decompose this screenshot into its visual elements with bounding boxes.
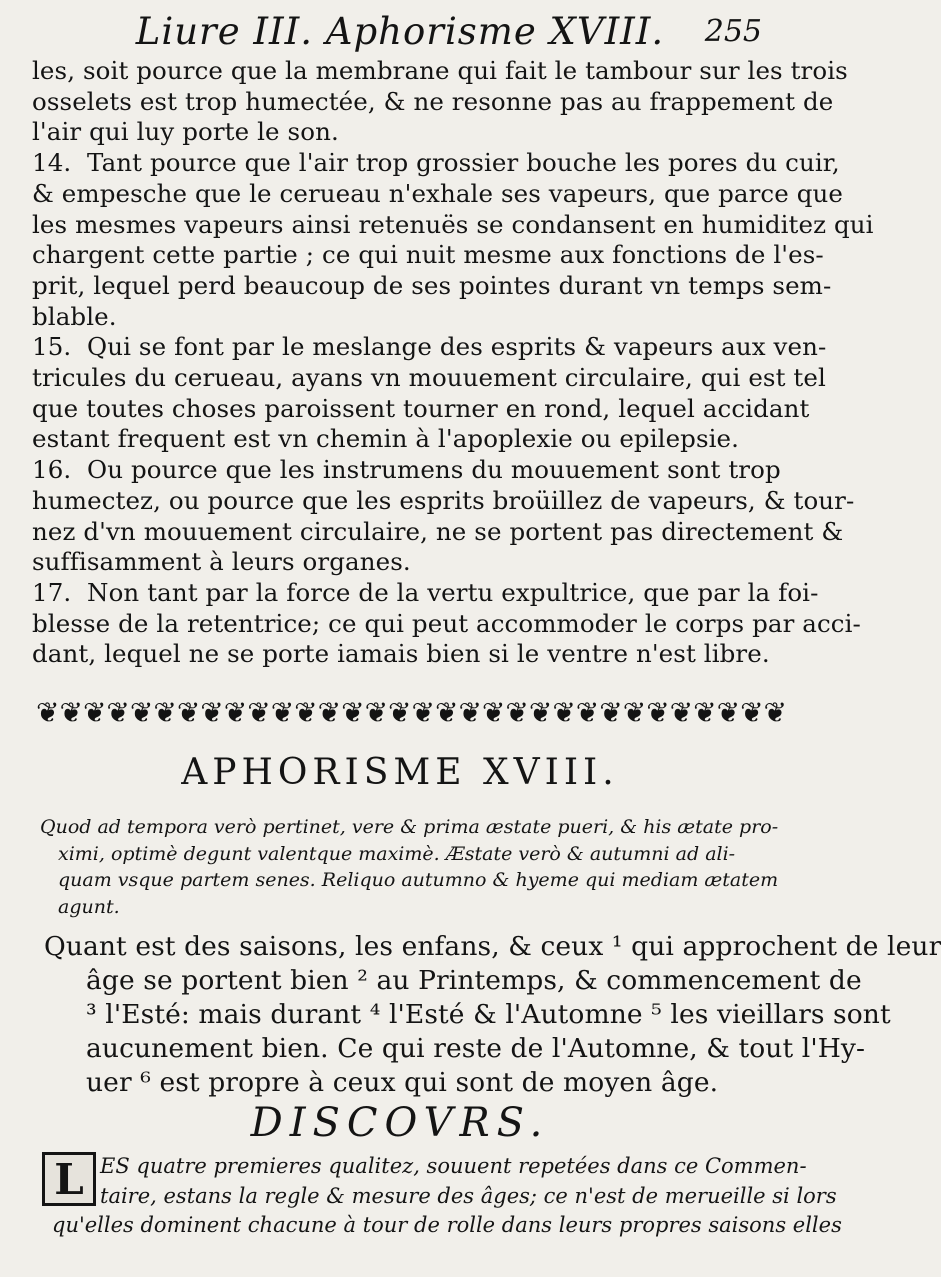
fleuron-ornament: ❦: [411, 696, 435, 729]
fleuron-ornament: ❦: [364, 696, 389, 729]
discours-heading: DISCOVRS.: [250, 1100, 550, 1146]
text-line: 14. Tant pource que l'air trop grossier bouche les pores du cuir,: [32, 148, 840, 178]
page-number: 255: [704, 14, 762, 49]
fleuron-ornament: ❦: [669, 696, 694, 729]
fleuron-ornament: ❦: [552, 696, 576, 729]
text-line: blesse de la retentrice; ce qui peut accommoder le corps par acci-: [32, 608, 861, 638]
fleuron-ornament: ❦: [458, 696, 482, 729]
text-line: nez d'vn mouuement circulaire, ne se portent pas directement &: [32, 516, 844, 546]
text-line: humectez, ou pource que les esprits broüillez de vapeurs, & tour-: [32, 485, 855, 515]
text-line: aucunement bien. Ce qui reste de l'Automne, & tout l'Hy-: [86, 1033, 866, 1064]
text-line: âge se portent bien ² au Printemps, & commencement de: [86, 965, 862, 996]
fleuron-ornament: ❦: [106, 696, 130, 729]
fleuron-ornament: ❦: [129, 696, 154, 729]
latin-aphorism: [40, 814, 779, 920]
text-line: Quant est des saisons, les enfans, & ceux ¹ qui approchent de leur: [44, 931, 941, 962]
fleuron-ornament: ❦: [575, 696, 600, 729]
text-line: l'air qui luy porte le son.: [32, 117, 339, 147]
fleuron-ornament: ❦: [59, 696, 83, 729]
text-line: suffisamment à leurs organes.: [32, 547, 411, 577]
running-title: Liure III. Aphorisme XVIII.: [135, 10, 665, 53]
fleuron-ornament: ❦: [646, 696, 670, 729]
fleuron-band: [36, 696, 787, 730]
aphorism-heading: APHORISME XVIII.: [181, 752, 619, 793]
fleuron-ornament: ❦: [200, 696, 224, 729]
fleuron-ornament: ❦: [388, 696, 412, 729]
fleuron-ornament: ❦: [223, 696, 248, 729]
fleuron-ornament: ❦: [176, 696, 201, 729]
fleuron-ornament: ❦: [528, 696, 553, 729]
drop-cap: L: [42, 1152, 96, 1206]
commentary-notes: [32, 56, 874, 670]
text-line: ³ l'Esté: mais durant ⁴ l'Esté & l'Automne ⁵ les vieillars sont: [86, 999, 891, 1030]
fleuron-ornament: ❦: [270, 696, 295, 729]
fleuron-ornament: ❦: [693, 696, 717, 729]
fleuron-ornament: ❦: [434, 696, 459, 729]
text-line: qu'elles dominent chacune à tour de rolle dans leurs propres saisons elles: [52, 1213, 842, 1238]
text-line: 15. Qui se font par le meslange des esprits & vapeurs aux ven-: [32, 332, 827, 362]
latin-line: agunt.: [58, 895, 120, 918]
text-line: dant, lequel ne se porte iamais bien si le ventre n'est libre.: [32, 639, 770, 669]
text-line: tricules du cerueau, ayans vn mouuement circulaire, qui est tel: [32, 363, 826, 393]
text-line: que toutes choses paroissent tourner en rond, lequel accidant: [32, 393, 810, 423]
text-line: 17. Non tant par la force de la vertu expultrice, que par la foi-: [32, 577, 819, 607]
latin-line: Quod ad tempora verò pertinet, vere & prima æstate pueri, & his ætate pro-: [40, 816, 779, 838]
text-line: ES quatre premieres qualitez, souuent repetées dans ce Commen-: [100, 1154, 807, 1178]
fleuron-ornament: ❦: [153, 696, 177, 729]
text-line: 16. Ou pource que les instrumens du mouuement sont trop: [32, 455, 781, 485]
fleuron-ornament: ❦: [317, 696, 342, 729]
fleuron-ornament: ❦: [740, 696, 764, 729]
text-line: les, soit pource que la membrane qui fait le tambour sur les trois: [32, 56, 848, 85]
fleuron-ornament: ❦: [294, 696, 318, 729]
running-head: [0, 6, 800, 62]
fleuron-ornament: ❦: [622, 696, 647, 729]
fleuron-ornament: ❦: [247, 696, 271, 729]
latin-line: ximi, optimè degunt valentque maximè. Æstate verò & autumni ad ali-: [58, 842, 736, 865]
discours-body: [52, 1152, 842, 1241]
latin-line: quam vsque partem senes. Reliquo autumno & hyeme qui mediam ætatem: [58, 869, 779, 891]
fleuron-ornament: ❦: [505, 696, 529, 729]
text-line: les mesmes vapeurs ainsi retenuës se condansent en humiditez qui: [32, 209, 874, 239]
text-line: uer ⁶ est propre à ceux qui sont de moyen âge.: [86, 1067, 719, 1098]
text-line: estant frequent est vn chemin à l'apoplexie ou epilepsie.: [32, 424, 740, 454]
text-line: prit, lequel perd beaucoup de ses pointes durant vn temps sem-: [32, 270, 832, 300]
fleuron-ornament: ❦: [763, 696, 787, 729]
fleuron-ornament: ❦: [481, 696, 506, 729]
text-line: osselets est trop humectée, & ne resonne pas au frappement de: [32, 86, 834, 116]
french-translation: [44, 930, 941, 1100]
text-line: chargent cette partie ; ce qui nuit mesme aux fonctions de l'es-: [32, 240, 824, 270]
text-line: & empesche que le cerueau n'exhale ses vapeurs, que parce que: [32, 178, 843, 208]
text-line: taire, estans la regle & mesure des âges; ce n'est de merueille si lors: [100, 1183, 837, 1208]
fleuron-ornament: ❦: [341, 696, 365, 729]
text-line: blable.: [32, 301, 117, 331]
fleuron-ornament: ❦: [36, 696, 60, 729]
fleuron-ornament: ❦: [599, 696, 623, 729]
fleuron-ornament: ❦: [82, 696, 107, 729]
fleuron-ornament: ❦: [716, 696, 741, 729]
